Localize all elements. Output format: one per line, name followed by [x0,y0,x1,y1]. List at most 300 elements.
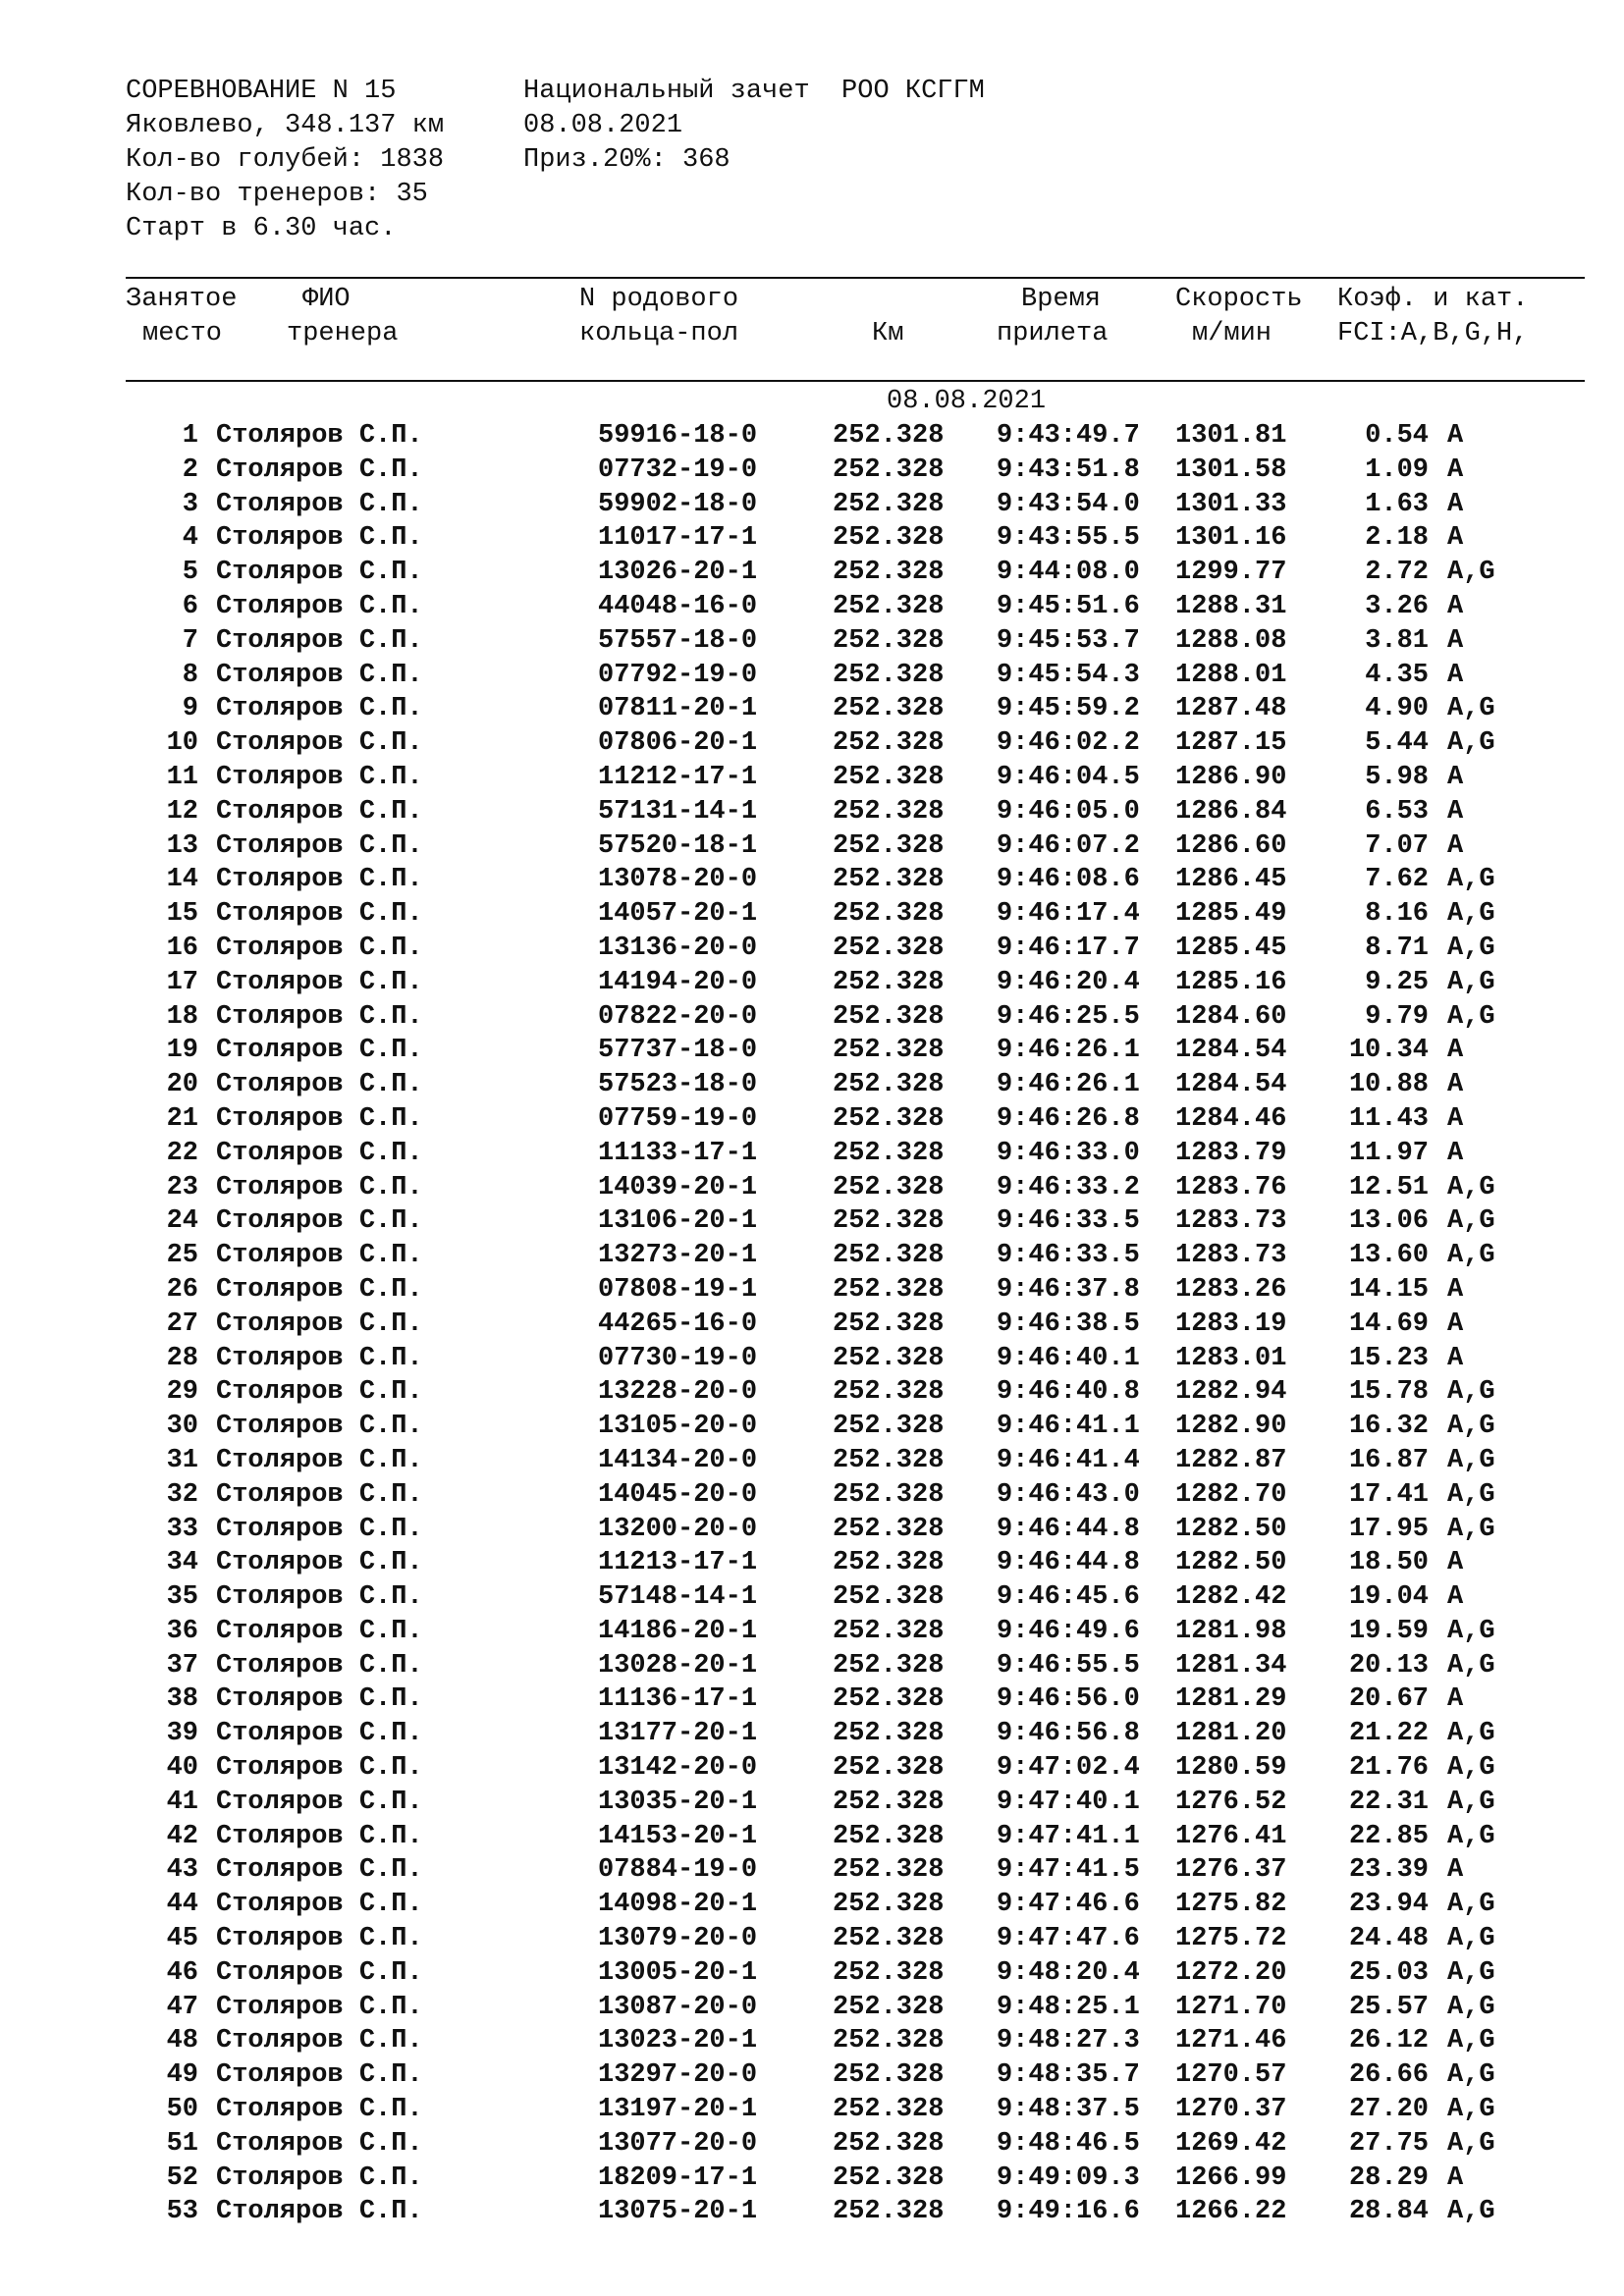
row-place: 6 [182,591,198,621]
row-ring-number: 59916-18-0 [598,421,758,451]
row-speed: 1283.01 [1175,1343,1287,1373]
row-trainer: Столяров С.П. [216,1138,423,1168]
row-distance: 252.328 [833,1241,945,1271]
row-speed: 1288.08 [1175,625,1287,656]
row-category: A,G [1447,899,1495,930]
row-distance: 252.328 [833,1001,945,1032]
row-arrival-time: 9:46:40.1 [997,1343,1140,1373]
row-coefficient: 7.07 [1365,830,1429,861]
row-ring-number: 13197-20-1 [598,2095,758,2125]
row-ring-number: 11133-17-1 [598,1138,758,1168]
row-category: A [1447,454,1464,485]
row-category: A [1447,1548,1464,1578]
row-distance: 252.328 [833,694,945,724]
row-ring-number: 57131-14-1 [598,796,758,827]
col-speed-line1: Скорость [1175,285,1303,314]
row-ring-number: 13077-20-0 [598,2128,758,2159]
row-coefficient: 27.75 [1348,2128,1429,2159]
row-trainer: Столяров С.П. [216,1616,423,1646]
row-coefficient: 19.59 [1348,1616,1429,1646]
row-arrival-time: 9:47:41.1 [997,1821,1140,1851]
row-ring-number: 13078-20-0 [598,865,758,895]
row-distance: 252.328 [833,1821,945,1851]
row-category: A [1447,1103,1464,1134]
trainer-count: Кол-во тренеров: 35 [126,180,428,209]
row-coefficient: 25.03 [1348,1957,1429,1988]
row-ring-number: 07792-19-0 [598,660,758,690]
col-place-line1: Занятое [126,285,238,314]
row-category: A [1447,1308,1464,1339]
row-arrival-time: 9:46:41.1 [997,1412,1140,1442]
row-speed: 1282.70 [1175,1479,1287,1510]
table-row [0,1513,1624,1547]
row-coefficient: 11.43 [1348,1103,1429,1134]
table-row [0,692,1624,726]
row-distance: 252.328 [833,1274,945,1305]
row-ring-number: 13200-20-0 [598,1514,758,1544]
table-row [0,1991,1624,2025]
row-place: 21 [166,1103,198,1134]
row-ring-number: 07759-19-0 [598,1103,758,1134]
table-row [0,1000,1624,1035]
row-arrival-time: 9:46:40.8 [997,1377,1140,1408]
row-ring-number: 57523-18-0 [598,1070,758,1100]
row-arrival-time: 9:47:47.6 [997,1924,1140,1954]
row-coefficient: 26.66 [1348,2060,1429,2091]
row-trainer: Столяров С.П. [216,1924,423,1954]
row-trainer: Столяров С.П. [216,1787,423,1817]
row-distance: 252.328 [833,1514,945,1544]
row-place: 32 [166,1479,198,1510]
row-category: A [1447,762,1464,792]
row-distance: 252.328 [833,660,945,690]
row-coefficient: 15.78 [1348,1377,1429,1408]
row-place: 41 [166,1787,198,1817]
row-arrival-time: 9:47:02.4 [997,1753,1140,1784]
row-category: A [1447,1036,1464,1066]
row-ring-number: 57148-14-1 [598,1582,758,1613]
table-row [0,932,1624,966]
table-row [0,1615,1624,1649]
row-ring-number: 13136-20-0 [598,933,758,963]
table-row [0,419,1624,454]
row-speed: 1276.52 [1175,1787,1287,1817]
row-speed: 1280.59 [1175,1753,1287,1784]
row-trainer: Столяров С.П. [216,1070,423,1100]
row-ring-number: 13079-20-0 [598,1924,758,1954]
row-distance: 252.328 [833,1103,945,1134]
table-row [0,1853,1624,1888]
row-ring-number: 07884-19-0 [598,1855,758,1886]
row-category: A,G [1447,1924,1495,1954]
row-coefficient: 2.72 [1365,558,1429,588]
row-arrival-time: 9:46:44.8 [997,1514,1140,1544]
row-place: 25 [166,1241,198,1271]
row-coefficient: 22.31 [1348,1787,1429,1817]
row-coefficient: 1.09 [1365,454,1429,485]
row-coefficient: 7.62 [1365,865,1429,895]
row-speed: 1301.81 [1175,421,1287,451]
row-place: 14 [166,865,198,895]
table-row [0,1410,1624,1444]
row-trainer: Столяров С.П. [216,2060,423,2091]
row-distance: 252.328 [833,1343,945,1373]
row-ring-number: 13023-20-1 [598,2026,758,2056]
col-name-line2: тренера [287,319,399,348]
row-trainer: Столяров С.П. [216,933,423,963]
row-coefficient: 5.98 [1365,762,1429,792]
row-speed: 1284.54 [1175,1070,1287,1100]
table-row [0,1478,1624,1513]
row-ring-number: 13142-20-0 [598,1753,758,1784]
row-category: A [1447,1138,1464,1168]
row-place: 36 [166,1616,198,1646]
row-coefficient: 23.39 [1348,1855,1429,1886]
row-category: A,G [1447,1992,1495,2022]
row-arrival-time: 9:46:26.8 [997,1103,1140,1134]
row-speed: 1285.49 [1175,899,1287,930]
row-ring-number: 57737-18-0 [598,1036,758,1066]
row-speed: 1281.20 [1175,1719,1287,1749]
row-speed: 1272.20 [1175,1957,1287,1988]
row-speed: 1282.94 [1175,1377,1287,1408]
row-ring-number: 14194-20-0 [598,967,758,997]
row-trainer: Столяров С.П. [216,1412,423,1442]
table-row [0,2093,1624,2127]
row-trainer: Столяров С.П. [216,625,423,656]
col-coef-line1: Коэф. и кат. [1337,285,1529,314]
row-arrival-time: 9:46:33.0 [997,1138,1140,1168]
race-date: 08.08.2021 [523,111,683,140]
report-header [126,75,985,246]
row-place: 24 [166,1206,198,1237]
row-place: 27 [166,1308,198,1339]
row-place: 17 [166,967,198,997]
release-location: Яковлево, 348.137 км [126,111,445,140]
row-distance: 252.328 [833,1650,945,1681]
row-speed: 1287.15 [1175,728,1287,759]
row-trainer: Столяров С.П. [216,2163,423,2193]
row-trainer: Столяров С.П. [216,1308,423,1339]
row-speed: 1284.54 [1175,1036,1287,1066]
col-coef-line2: FCI:A,B,G,H, [1337,319,1529,348]
row-arrival-time: 9:46:20.4 [997,967,1140,997]
row-distance: 252.328 [833,1479,945,1510]
row-speed: 1281.29 [1175,1684,1287,1715]
row-trainer: Столяров С.П. [216,2095,423,2125]
table-row [0,2162,1624,2196]
row-ring-number: 07808-19-1 [598,1274,758,1305]
row-arrival-time: 9:46:08.6 [997,865,1140,895]
row-speed: 1301.58 [1175,454,1287,485]
row-speed: 1269.42 [1175,2128,1287,2159]
table-row [0,1786,1624,1820]
row-speed: 1301.33 [1175,489,1287,519]
row-arrival-time: 9:48:20.4 [997,1957,1140,1988]
row-coefficient: 8.71 [1365,933,1429,963]
row-ring-number: 14134-20-0 [598,1445,758,1475]
row-distance: 252.328 [833,1616,945,1646]
row-arrival-time: 9:46:02.2 [997,728,1140,759]
row-trainer: Столяров С.П. [216,1103,423,1134]
row-trainer: Столяров С.П. [216,1548,423,1578]
row-distance: 252.328 [833,796,945,827]
row-coefficient: 16.32 [1348,1412,1429,1442]
row-trainer: Столяров С.П. [216,591,423,621]
row-category: A,G [1447,1890,1495,1920]
header-line-counts [126,143,985,178]
row-speed: 1283.79 [1175,1138,1287,1168]
row-trainer: Столяров С.П. [216,1821,423,1851]
row-trainer: Столяров С.П. [216,694,423,724]
row-distance: 252.328 [833,1753,945,1784]
row-speed: 1283.76 [1175,1172,1287,1202]
row-trainer: Столяров С.П. [216,454,423,485]
row-speed: 1285.45 [1175,933,1287,963]
row-category: A [1447,523,1464,554]
table-row [0,521,1624,556]
row-arrival-time: 9:46:07.2 [997,830,1140,861]
row-coefficient: 17.95 [1348,1514,1429,1544]
row-category: A [1447,2163,1464,2193]
row-arrival-time: 9:46:56.0 [997,1684,1140,1715]
table-row [0,454,1624,488]
row-place: 3 [182,489,198,519]
row-place: 11 [166,762,198,792]
header-line-competition [126,75,985,109]
row-ring-number: 59902-18-0 [598,489,758,519]
table-row [0,1820,1624,1854]
row-ring-number: 44265-16-0 [598,1308,758,1339]
table-row [0,1375,1624,1410]
row-ring-number: 57520-18-1 [598,830,758,861]
row-distance: 252.328 [833,762,945,792]
row-category: A,G [1447,1445,1495,1475]
row-category: A [1447,1343,1464,1373]
row-speed: 1286.90 [1175,762,1287,792]
row-ring-number: 13177-20-1 [598,1719,758,1749]
row-distance: 252.328 [833,1957,945,1988]
row-distance: 252.328 [833,2095,945,2125]
row-ring-number: 13273-20-1 [598,1241,758,1271]
row-trainer: Столяров С.П. [216,1377,423,1408]
row-arrival-time: 9:47:46.6 [997,1890,1140,1920]
row-category: A,G [1447,1821,1495,1851]
pigeon-count: Кол-во голубей: 1838 [126,145,445,175]
table-row [0,1034,1624,1068]
col-speed-line2: м/мин [1192,319,1272,348]
row-place: 29 [166,1377,198,1408]
table-row [0,1308,1624,1342]
row-place: 43 [166,1855,198,1886]
row-place: 38 [166,1684,198,1715]
row-trainer: Столяров С.П. [216,1890,423,1920]
row-ring-number: 14057-20-1 [598,899,758,930]
row-place: 44 [166,1890,198,1920]
row-speed: 1282.90 [1175,1412,1287,1442]
row-arrival-time: 9:48:27.3 [997,2026,1140,2056]
row-category: A,G [1447,2128,1495,2159]
row-place: 33 [166,1514,198,1544]
date-group-label: 08.08.2021 [887,387,1047,416]
row-arrival-time: 9:48:25.1 [997,1992,1140,2022]
table-row [0,1342,1624,1376]
table-row [0,1580,1624,1615]
row-ring-number: 07822-20-0 [598,1001,758,1032]
row-place: 50 [166,2095,198,2125]
row-ring-number: 44048-16-0 [598,591,758,621]
row-distance: 252.328 [833,899,945,930]
row-ring-number: 14153-20-1 [598,1821,758,1851]
row-arrival-time: 9:46:56.8 [997,1719,1140,1749]
prize-count: Приз.20%: 368 [523,145,731,175]
table-row [0,1068,1624,1102]
row-category: A,G [1447,2095,1495,2125]
row-place: 22 [166,1138,198,1168]
row-category: A,G [1447,1650,1495,1681]
row-place: 46 [166,1957,198,1988]
row-category: A,G [1447,1479,1495,1510]
row-place: 5 [182,558,198,588]
row-speed: 1283.26 [1175,1274,1287,1305]
row-speed: 1282.50 [1175,1548,1287,1578]
row-distance: 252.328 [833,1890,945,1920]
row-speed: 1283.19 [1175,1308,1287,1339]
row-distance: 252.328 [833,933,945,963]
row-ring-number: 13005-20-1 [598,1957,758,1988]
row-speed: 1282.50 [1175,1514,1287,1544]
row-arrival-time: 9:46:41.4 [997,1445,1140,1475]
row-speed: 1275.72 [1175,1924,1287,1954]
row-trainer: Столяров С.П. [216,762,423,792]
row-place: 42 [166,1821,198,1851]
table-row [0,726,1624,761]
row-distance: 252.328 [833,2026,945,2056]
row-trainer: Столяров С.П. [216,1582,423,1613]
row-trainer: Столяров С.П. [216,1957,423,1988]
table-row [0,1717,1624,1751]
col-time-line2: прилета [997,319,1109,348]
row-trainer: Столяров С.П. [216,1343,423,1373]
row-distance: 252.328 [833,830,945,861]
row-distance: 252.328 [833,2163,945,2193]
row-category: A,G [1447,1412,1495,1442]
row-category: A,G [1447,728,1495,759]
row-category: A [1447,1855,1464,1886]
row-coefficient: 10.88 [1348,1070,1429,1100]
row-place: 2 [182,454,198,485]
table-row [0,2024,1624,2058]
row-coefficient: 2.18 [1365,523,1429,554]
row-category: A,G [1447,1719,1495,1749]
row-arrival-time: 9:46:17.4 [997,899,1140,930]
row-arrival-time: 9:45:54.3 [997,660,1140,690]
row-trainer: Столяров С.П. [216,421,423,451]
row-trainer: Столяров С.П. [216,523,423,554]
row-place: 1 [182,421,198,451]
row-ring-number: 11213-17-1 [598,1548,758,1578]
row-speed: 1288.31 [1175,591,1287,621]
row-arrival-time: 9:46:55.5 [997,1650,1140,1681]
row-coefficient: 22.85 [1348,1821,1429,1851]
row-trainer: Столяров С.П. [216,1684,423,1715]
row-trainer: Столяров С.П. [216,2197,423,2227]
table-top-rule [126,277,1585,279]
row-place: 34 [166,1548,198,1578]
row-ring-number: 13028-20-1 [598,1650,758,1681]
row-coefficient: 12.51 [1348,1172,1429,1202]
table-row [0,1171,1624,1205]
row-coefficient: 9.25 [1365,967,1429,997]
row-trainer: Столяров С.П. [216,899,423,930]
row-arrival-time: 9:48:35.7 [997,2060,1140,2091]
table-row [0,761,1624,795]
row-ring-number: 07730-19-0 [598,1343,758,1373]
table-row [0,2195,1624,2229]
row-category: A,G [1447,1514,1495,1544]
row-coefficient: 27.20 [1348,2095,1429,2125]
row-arrival-time: 9:46:33.5 [997,1206,1140,1237]
row-place: 47 [166,1992,198,2022]
row-trainer: Столяров С.П. [216,796,423,827]
row-arrival-time: 9:45:51.6 [997,591,1140,621]
row-place: 20 [166,1070,198,1100]
row-coefficient: 14.69 [1348,1308,1429,1339]
row-distance: 252.328 [833,489,945,519]
row-distance: 252.328 [833,454,945,485]
row-coefficient: 5.44 [1365,728,1429,759]
results-table-body [0,419,1624,2229]
table-header-rule [126,380,1585,382]
row-category: A,G [1447,1172,1495,1202]
table-row [0,863,1624,897]
row-place: 7 [182,625,198,656]
row-coefficient: 24.48 [1348,1924,1429,1954]
row-category: A,G [1447,865,1495,895]
row-ring-number: 57557-18-0 [598,625,758,656]
row-arrival-time: 9:46:17.7 [997,933,1140,963]
row-coefficient: 17.41 [1348,1479,1429,1510]
row-coefficient: 4.90 [1365,694,1429,724]
row-category: A,G [1447,558,1495,588]
row-category: A [1447,1582,1464,1613]
row-coefficient: 3.81 [1365,625,1429,656]
table-row [0,1922,1624,1956]
start-time: Старт в 6.30 час. [126,214,397,243]
row-distance: 252.328 [833,728,945,759]
row-speed: 1276.41 [1175,1821,1287,1851]
table-row [0,590,1624,624]
row-category: A,G [1447,1753,1495,1784]
row-place: 26 [166,1274,198,1305]
row-trainer: Столяров С.П. [216,865,423,895]
row-coefficient: 0.54 [1365,421,1429,451]
row-category: A [1447,421,1464,451]
row-place: 9 [182,694,198,724]
table-row [0,1273,1624,1308]
row-place: 4 [182,523,198,554]
row-coefficient: 8.16 [1365,899,1429,930]
row-trainer: Столяров С.П. [216,489,423,519]
table-row [0,1546,1624,1580]
row-ring-number: 13087-20-0 [598,1992,758,2022]
row-trainer: Столяров С.П. [216,1650,423,1681]
row-coefficient: 21.22 [1348,1719,1429,1749]
row-place: 23 [166,1172,198,1202]
row-distance: 252.328 [833,1172,945,1202]
row-speed: 1276.37 [1175,1855,1287,1886]
row-arrival-time: 9:47:41.5 [997,1855,1140,1886]
